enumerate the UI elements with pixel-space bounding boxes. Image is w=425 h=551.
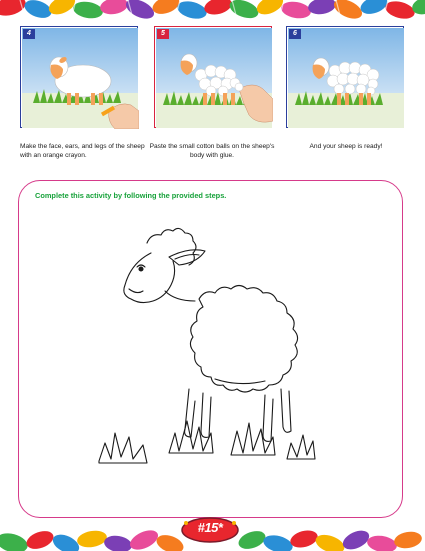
sheep-outline-drawing xyxy=(19,181,404,519)
page-number: #15* xyxy=(197,520,223,535)
step-number-6: 6 xyxy=(289,29,301,39)
activity-box xyxy=(18,180,403,518)
step-panel-5 xyxy=(154,26,272,128)
top-handprint-border xyxy=(0,0,425,22)
sheep-illustration xyxy=(287,27,405,129)
step-panel-4 xyxy=(20,26,138,128)
step-number-5: 5 xyxy=(157,29,169,39)
sheep-illustration xyxy=(21,27,139,129)
step-number-4: 4 xyxy=(23,29,35,39)
step-caption-5: Paste the small cotton balls on the sheep's body with glue. xyxy=(149,143,275,159)
page-number-badge xyxy=(180,515,240,543)
sheep-illustration xyxy=(155,27,273,129)
activity-instruction: Complete this activity by following the provided steps. xyxy=(35,191,227,200)
step-caption-4: Make the face, ears, and legs of the sheep with an orange crayon. xyxy=(20,143,145,159)
step-caption-6: And your sheep is ready! xyxy=(309,143,383,150)
step-panel-6 xyxy=(286,26,404,128)
